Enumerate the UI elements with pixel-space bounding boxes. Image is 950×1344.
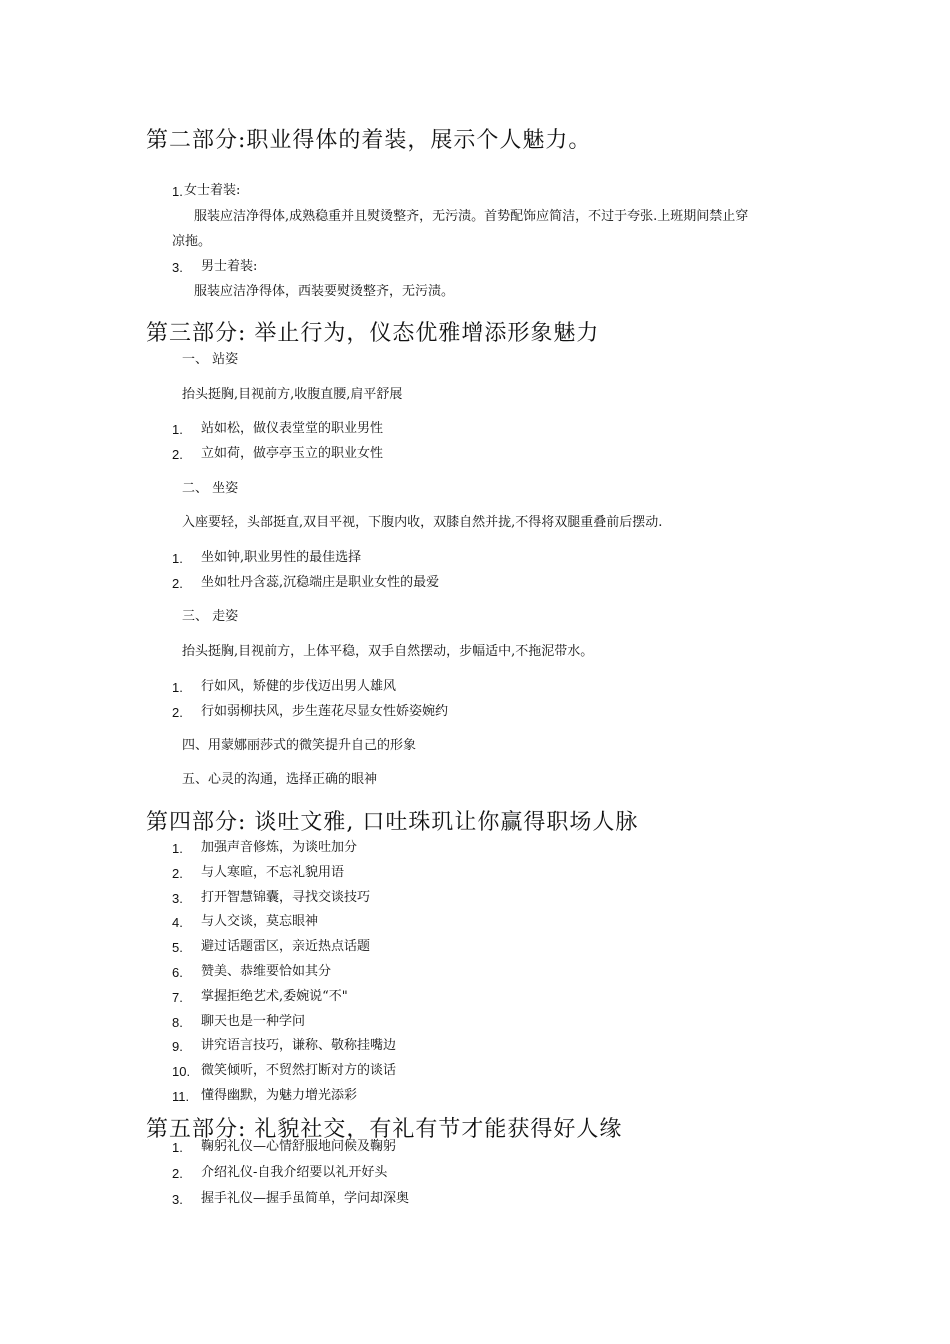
sit-title: 二、 坐姿 [182,481,239,496]
part4-item-number: 6. [172,965,183,980]
stand-item-2-number: 2. [172,447,183,462]
part4-item-number: 11. [172,1089,190,1104]
part4-item: 避过话题雷区，亲近热点话题 [201,939,371,955]
part4-item: 讲究语言技巧，谦称、敬称挂嘴边 [201,1038,397,1054]
part2-heading: 第二部分:职业得体的着装，展示个人魅力。 [146,128,592,153]
part4-item: 聊天也是一种学问 [201,1013,306,1029]
part4-item: 打开智慧锦囊，寻找交谈技巧 [201,889,371,905]
part4-heading: 第四部分: 谈吐文雅, 口吐珠玑让你赢得职场人脉 [146,810,639,835]
walk-item-1-number: 1. [172,680,183,695]
part4-item-number: 3. [172,890,183,906]
part5-item: 鞠躬礼仪—心情舒服地问候及鞠躬 [201,1139,397,1154]
part4-item: 赞美、恭维要恰如其分 [201,964,332,979]
stand-title: 一、 站姿 [182,352,239,367]
sit-item-2: 坐如牡丹含蕊,沉稳端庄是职业女性的最爱 [201,575,440,590]
women-label: 女士着装: [184,183,241,198]
men-number: 3. [172,260,183,275]
women-text-line1: 服装应洁净得体,成熟稳重并且熨烫整齐，无污渍。首势配饰应简洁，不过于夸张.上班期间禁止穿 [194,209,749,224]
men-label: 男士着装: [201,259,258,274]
women-text-line2: 凉拖。 [172,234,212,249]
part5-item-number: 2. [172,1166,183,1181]
walk-item-2-number: 2. [172,705,183,720]
sit-desc: 入座要轻，头部挺直,双目平视，下腹内收，双膝自然并拢,不得将双腿重叠前后摆动. [182,515,663,530]
part4-item-number: 10. [172,1064,191,1080]
eyes-section: 五、心灵的沟通，选择正确的眼神 [182,772,378,787]
men-text: 服装应洁净得体，西装要熨烫整齐，无污渍。 [194,284,455,299]
stand-desc: 抬头挺胸,目视前方,收腹直腰,肩平舒展 [182,387,403,402]
part4-item-number: 4. [172,915,183,931]
women-number: 1. [172,184,183,199]
part4-item-number: 1. [172,841,183,856]
part4-item: 微笑倾听，不贸然打断对方的谈话 [201,1063,397,1079]
part4-item-number: 2. [172,865,183,881]
sit-item-1-number: 1. [172,551,183,566]
walk-desc: 抬头挺胸,目视前方，上体平稳，双手自然摆动，步幅适中,不拖泥带水。 [182,644,594,659]
stand-item-2: 立如荷，做亭亭玉立的职业女性 [201,446,384,461]
part4-item-number: 7. [172,989,183,1005]
part5-item-number: 1. [172,1140,183,1155]
part4-item-number: 8. [172,1014,183,1030]
part4-item-number: 5. [172,940,183,956]
part4-item-number: 9. [172,1039,183,1055]
part4-item: 与人交谈，莫忘眼神 [201,914,319,930]
walk-title: 三、 走姿 [182,609,239,624]
stand-item-1: 站如松，做仪表堂堂的职业男性 [201,421,384,436]
part4-item: 与人寒暄，不忘礼貌用语 [201,864,345,880]
part5-item: 介绍礼仪-自我介绍要以礼开好头 [201,1165,388,1180]
part3-heading: 第三部分: 举止行为，仪态优雅增添形象魅力 [146,321,600,346]
part5-heading: 第五部分: 礼貌社交，有礼有节才能获得好人缘 [146,1117,623,1142]
part4-item: 掌握拒绝艺术,委婉说“不" [201,988,348,1004]
part4-item: 加强声音修炼，为谈吐加分 [201,840,358,855]
smile-section: 四、用蒙娜丽莎式的微笑提升自己的形象 [182,738,417,753]
walk-item-2: 行如弱柳扶风，步生莲花尽显女性娇姿婉约 [201,704,449,719]
part4-item: 懂得幽默，为魅力增光添彩 [201,1088,358,1103]
stand-item-1-number: 1. [172,422,183,437]
sit-item-2-number: 2. [172,576,183,591]
part5-item: 握手礼仪—握手虽简单，学问却深奥 [201,1191,410,1206]
walk-item-1: 行如风，矫健的步伐迈出男人雄风 [201,679,397,694]
part5-item-number: 3. [172,1192,183,1207]
sit-item-1: 坐如钟,职业男性的最佳选择 [201,550,362,565]
